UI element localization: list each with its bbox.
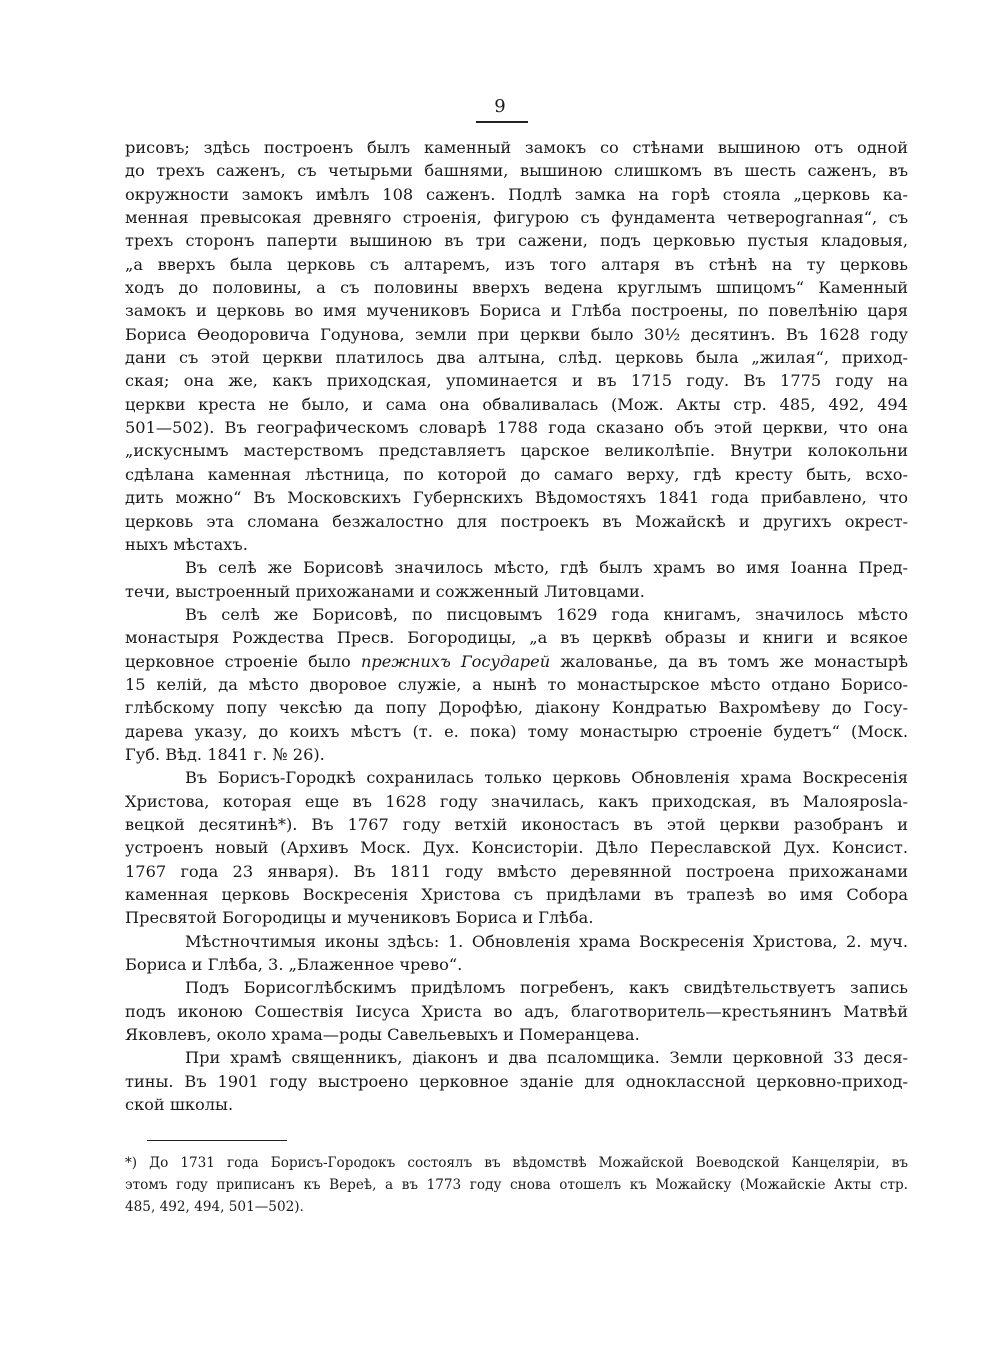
text-line: дарева указу, до коихъ мѣстъ (т. е. пока) тому монастырю строеніе будетъ“ (Моск.	[125, 721, 908, 741]
text-line: 1767 года 23 января). Въ 1811 году вмѣсто деревянной построена прихожанами	[125, 861, 908, 881]
text-line: дить можно“ Въ Московскихъ Губернскихъ Вѣдомостяхъ 1841 года прибавлено, что	[125, 488, 908, 508]
text-line: сдѣлана каменная лѣстница, по которой до самаго верху, гдѣ кресту быть, всхо-	[125, 464, 908, 484]
text-line: течи, выстроенный прихожанами и сожженный Литовцами.	[125, 581, 645, 601]
text-line: Христова, которая еще въ 1628 году значилась, какъ приходская, въ Малоярosla-	[125, 791, 908, 811]
text-line: каменная церковь Воскресенія Христова съ придѣлами въ трапезѣ во имя Собора	[125, 885, 908, 904]
text-line: рисовъ; здѣсь построенъ былъ каменный замокъ со стѣнами вышиною отъ одной	[125, 138, 908, 157]
text-line: Въ селѣ же Борисовѣ, по писцовымъ 1629 года книгамъ, значилось мѣсто	[185, 604, 908, 624]
text-line: 15 келій, да мѣсто дворовое служіе, а нынѣ то монастырское мѣсто отдано Борисо-	[125, 674, 908, 694]
text-line: При храмѣ священникъ, діаконъ и два псаломщика. Земли церковной 33 деся-	[185, 1048, 908, 1068]
paragraph	[125, 930, 908, 977]
text-line: вецкой десятинѣ*). Въ 1767 году ветхій иконостасъ въ этой церкви разобранъ и	[125, 814, 908, 834]
body-text	[125, 136, 908, 1116]
text-line: „искуснымъ мастерствомъ представляетъ царское великолѣпіе. Внутри колокольни	[125, 441, 908, 461]
footnote-line: этомъ году приписанъ къ Верeѣ, а въ 1773 году снова отошелъ къ Можайску (Можайскіе Акты стр.	[125, 1177, 908, 1193]
page-number: 9	[494, 96, 506, 117]
text-line: Пресвятой Богородицы и мучениковъ Бориса и Глѣба.	[125, 908, 594, 928]
text-line: Бориса Ѳеодоровича Годунова, земли при церкви было 30½ десятинъ. Въ 1628 году	[125, 324, 908, 344]
text-segment: церковное строеніе было	[125, 651, 361, 671]
footnote-line: 485, 492, 494, 501—502).	[125, 1199, 304, 1215]
text-line: ская; она же, какъ приходская, упоминается и въ 1715 году. Въ 1775 году на	[125, 371, 908, 391]
paragraph	[125, 136, 908, 556]
text-line: устроенъ новый (Архивъ Моск. Дух. Консисторіи. Дѣло Переславской Дух. Консист.	[125, 838, 908, 858]
text-line: глѣбскому попу чексѣю да попу Дорофѣю, діакону Кондратью Вахромѣеву до Госу-	[125, 698, 908, 718]
footnote-divider	[147, 1140, 287, 1141]
text-line: Губ. Вѣд. 1841 г. № 26).	[125, 744, 325, 764]
footnote-line: *) До 1731 года Борисъ-Городокъ состоялъ въ вѣдомствѣ Можайской Воеводской Канцеляріи, въ	[125, 1155, 908, 1171]
text-line: трехъ сторонъ паперти вышиною въ три сажени, подъ церковью пустыя кладовыя,	[125, 231, 908, 251]
text-line: Въ селѣ же Борисовѣ значилось мѣсто, гдѣ былъ храмъ во имя Іоанна Пред-	[185, 558, 908, 578]
italic-text: прежнихъ Государей	[360, 651, 551, 671]
text-line: 501—502). Въ географическомъ словарѣ 1788 года сказано объ этой церкви, что она	[125, 418, 908, 438]
text-segment: жалованье, да въ томъ же монастырѣ	[550, 651, 908, 671]
text-line: окружности замокъ имѣлъ 108 саженъ. Подлѣ замка на горѣ стояла „церковь ка-	[125, 184, 908, 204]
text-line: менная превысокая древняго строенія, фигурою съ фундамента четвероgranная“, съ	[125, 208, 908, 228]
text-line: монастыря Рождества Пресв. Богородицы, „а въ церквѣ образы и книги и всякое	[125, 628, 908, 648]
text-line: Яковлевъ, около храма—роды Савельевыхъ и Померанцева.	[125, 1025, 640, 1045]
text-line	[125, 650, 908, 673]
text-line: ныхъ мѣстахъ.	[125, 534, 248, 554]
paragraph	[125, 766, 908, 929]
text-line: Мѣстночтимыя иконы здѣсь: 1. Обновленія храма Воскресенія Христова, 2. муч.	[185, 931, 908, 951]
paragraph	[125, 976, 908, 1046]
text-line: замокъ и церковь во имя мучениковъ Бориса и Глѣба построены, по повелѣнію царя	[125, 301, 908, 321]
text-line: подъ иконою Сошествія Іисуса Христа во адъ, благотворитель—крестьянинъ Матвѣй	[125, 1001, 908, 1021]
text-line: ской школы.	[125, 1095, 234, 1115]
text-line: тины. Въ 1901 году выстроено церковное зданіе для одноклассной церковно-приход-	[125, 1071, 908, 1091]
page-number-rule	[476, 121, 528, 123]
text-line: церкви креста не было, и сама она обваливалась (Мож. Акты стр. 485, 492, 494	[125, 394, 908, 414]
paragraph	[125, 556, 908, 603]
text-line: дани съ этой церкви платилось два алтына, слѣд. церковь была „жилая“, приход-	[125, 348, 908, 368]
text-line: Подъ Борисоглѣбскимъ придѣломъ погребенъ, какъ свидѣтельствуетъ запись	[185, 978, 908, 998]
text-line: до трехъ саженъ, съ четырьми башнями, вышиною слишкомъ въ шесть саженъ, въ	[125, 161, 908, 181]
text-line: Бориса и Глѣба, 3. „Блаженное чрево“.	[125, 955, 463, 975]
footnote	[125, 1152, 908, 1218]
text-line: „а вверхъ была церковь съ алтаремъ, изъ того алтаря въ стѣнѣ на ту церковь	[125, 254, 908, 274]
paragraph	[125, 1046, 908, 1116]
text-line: церковь эта сломана безжалостно для построекъ въ Можайскѣ и другихъ окрест-	[125, 511, 908, 531]
paragraph	[125, 603, 908, 766]
text-line: Въ Борисъ-Городкѣ сохранилась только церковь Обновленія храма Воскресенія	[185, 768, 908, 788]
text-line: ходъ до половины, а съ половины вверхъ ведена круглымъ шпицомъ“ Каменный	[125, 278, 908, 298]
